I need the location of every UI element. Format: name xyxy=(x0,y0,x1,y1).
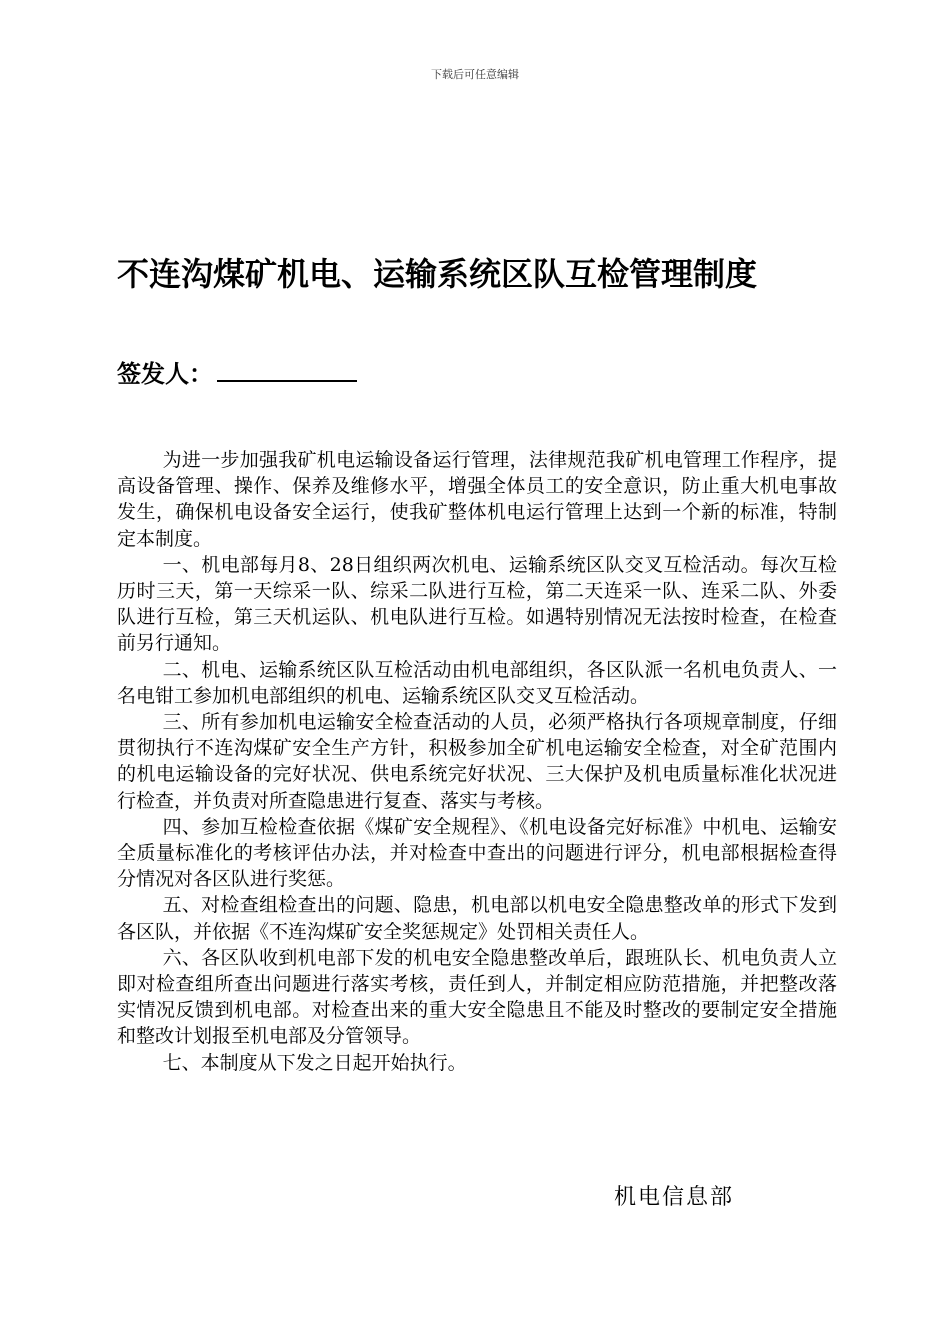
issuer-label: 签发人： xyxy=(117,360,213,388)
paragraph-clause-6: 六、各区队收到机电部下发的机电安全隐患整改单后，跟班队长、机电负责人立即对检查组所查出问题进行落实考核，责任到人，并制定相应防范措施，并把整改落实情况反馈到机电部。对检查出来的重大安全隐患且不能及时整改的要制定安全措施和整改计划报至机电部及分管领导。 xyxy=(117,946,837,1048)
paragraph-intro: 为进一步加强我矿机电运输设备运行管理，法律规范我矿机电管理工作程序，提高设备管理、操作、保养及维修水平，增强全体员工的安全意识，防止重大机电事故发生，确保机电设备安全运行，使我矿整体机电运行管理上达到一个新的标准，特制定本制度。 xyxy=(117,449,837,550)
header-note: 下载后可任意编辑 xyxy=(431,68,519,81)
paragraph-clause-5: 五、对检查组检查出的问题、隐患，机电部以机电安全隐患整改单的形式下发到各区队，并依据《不连沟煤矿安全奖惩规定》处罚相关责任人。 xyxy=(117,894,837,943)
document-body xyxy=(117,447,837,1076)
signature-department: 机电信息部 xyxy=(614,1185,735,1210)
paragraph-clause-7: 七、本制度从下发之日起开始执行。 xyxy=(162,1051,467,1074)
paragraph-clause-4: 四、参加互检检查依据《煤矿安全规程》、《机电设备完好标准》中机电、运输安全质量标准化的考核评估办法，并对检查中查出的问题进行评分，机电部根据检查得分情况对各区队进行奖惩。 xyxy=(117,815,837,891)
paragraph-clause-3: 三、所有参加机电运输安全检查活动的人员，必须严格执行各项规章制度，仔细贯彻执行不连沟煤矿安全生产方针，积极参加全矿机电运输安全检查，对全矿范围内的机电运输设备的完好状况、供电系统完好状况、三大保护及机电质量标准化状况进行检查，并负责对所查隐患进行复查、落实与考核。 xyxy=(117,711,837,812)
issuer-field xyxy=(117,356,357,392)
paragraph-clause-1: 一、机电部每月8、28日组织两次机电、运输系统区队交叉互检活动。每次互检历时三天，第一天综采一队、综采二队进行互检，第二天连采一队、连采二队、外委队进行互检，第三天机运队、机电队进行互检。如遇特别情况无法按时检查，在检查前另行通知。 xyxy=(117,553,837,655)
paragraph-clause-2: 二、机电、运输系统区队互检活动由机电部组织，各区队派一名机电负责人、一名电钳工参加机电部组织的机电、运输系统区队交叉互检活动。 xyxy=(117,658,837,707)
issuer-signature-line xyxy=(217,356,357,382)
document-title: 不连沟煤矿机电、运输系统区队互检管理制度 xyxy=(117,255,758,293)
